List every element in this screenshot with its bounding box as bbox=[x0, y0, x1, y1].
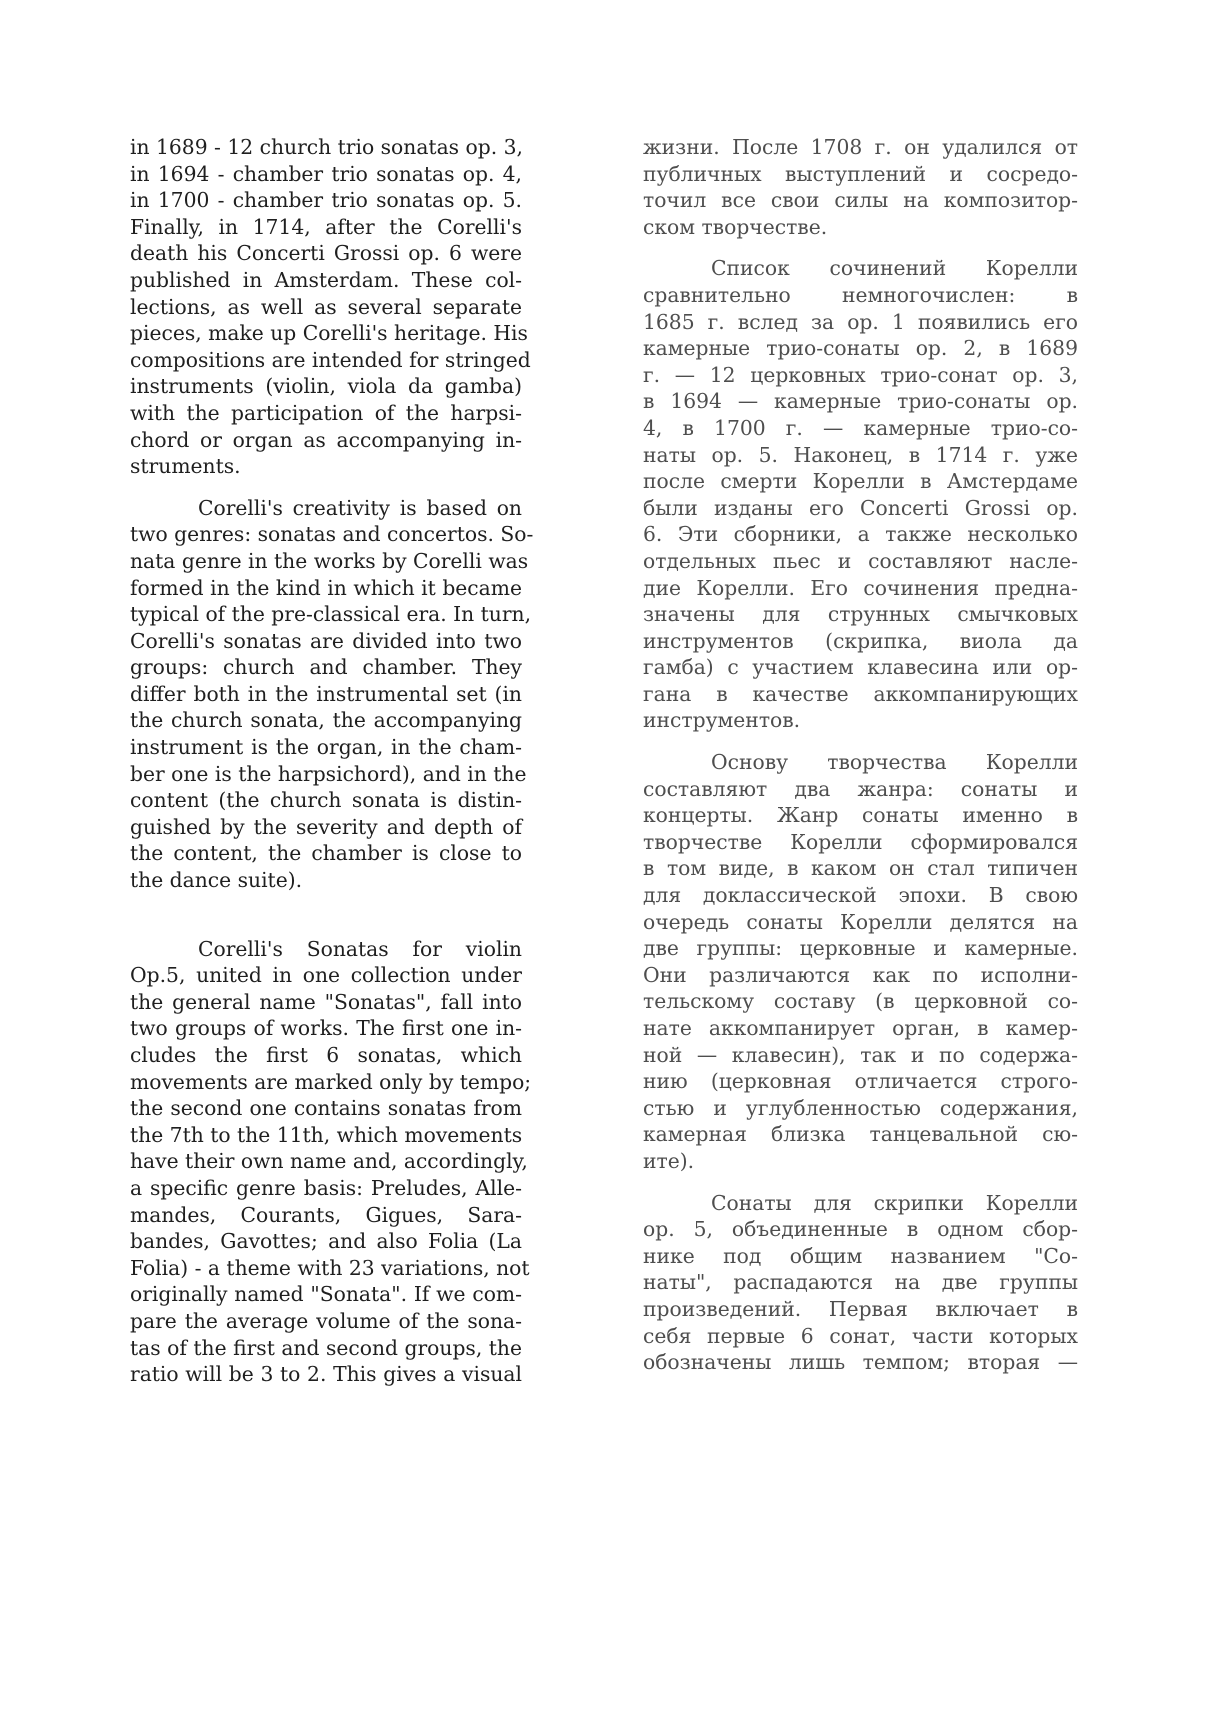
text-line: a specific genre basis: Preludes, Alle- bbox=[130, 1175, 522, 1200]
paragraph bbox=[643, 1190, 1078, 1376]
text-line: гана в качестве аккомпанирующих bbox=[643, 681, 1078, 706]
text-line: значены для струнных смычковых bbox=[643, 602, 1078, 627]
text-line: Corelli's creativity is based on bbox=[198, 495, 522, 520]
text-line: ском творчестве. bbox=[643, 214, 828, 239]
text-line: chord or organ as accompanying in- bbox=[130, 427, 522, 452]
paragraph-spacer bbox=[643, 240, 1078, 255]
text-line: ной — клавесин), так и по содержа- bbox=[643, 1042, 1078, 1067]
text-line: two genres: sonatas and concertos. So- bbox=[130, 522, 534, 547]
text-line: 1685 г. вслед за ор. 1 появились его bbox=[643, 309, 1078, 334]
text-line: камерная близка танцевальной сю- bbox=[643, 1122, 1078, 1147]
english-text-column bbox=[130, 134, 534, 1388]
text-line: differ both in the instrumental set (in bbox=[130, 681, 522, 706]
text-line: the dance suite). bbox=[130, 868, 303, 893]
text-line: произведений. Первая включает в bbox=[643, 1296, 1078, 1321]
text-line: две группы: церковные и камерные. bbox=[643, 936, 1078, 961]
text-line: обозначены лишь темпом; вторая — bbox=[643, 1350, 1078, 1375]
text-line: pieces, make up Corelli's heritage. His bbox=[130, 321, 528, 346]
text-line: ratio will be 3 to 2. This gives a visual bbox=[130, 1362, 522, 1387]
text-line: in 1700 - chamber trio sonatas op. 5. bbox=[130, 188, 522, 213]
text-line: концерты. Жанр сонаты именно в bbox=[643, 803, 1078, 828]
text-line: 4, в 1700 г. — камерные трио-со- bbox=[643, 415, 1078, 440]
text-line: ор. 5, объединенные в одном сбор- bbox=[643, 1217, 1078, 1242]
paragraph bbox=[130, 134, 531, 480]
paragraph bbox=[643, 134, 1078, 240]
text-line: with the participation of the harpsi- bbox=[130, 400, 522, 425]
text-line: instruments (violin, viola da gamba) bbox=[130, 374, 522, 399]
text-line: Они различаются как по исполни- bbox=[643, 962, 1078, 987]
text-line: Список сочинений Корелли bbox=[711, 256, 1078, 281]
russian-text-column bbox=[643, 134, 1078, 1376]
paragraph-spacer bbox=[643, 734, 1078, 749]
text-line: Corelli's sonatas are divided into two bbox=[130, 628, 522, 653]
text-line: точил все свои силы на композитор- bbox=[643, 188, 1078, 213]
text-line: guished by the severity and depth of bbox=[130, 814, 522, 839]
paragraph-spacer bbox=[130, 480, 522, 495]
text-line: bandes, Gavottes; and also Folia (La bbox=[130, 1229, 522, 1254]
text-line: 6. Эти сборники, а также несколько bbox=[643, 522, 1078, 547]
text-line: the church sonata, the accompanying bbox=[130, 708, 522, 733]
text-line: очередь сонаты Корелли делятся на bbox=[643, 909, 1078, 934]
text-line: ber one is the harpsichord), and in the bbox=[130, 761, 527, 786]
text-line: нию (церковная отличается строго- bbox=[643, 1069, 1078, 1094]
paragraph bbox=[643, 255, 1078, 734]
text-line: struments. bbox=[130, 454, 241, 479]
text-line: movements are marked only by tempo; bbox=[130, 1069, 532, 1094]
text-line: наты ор. 5. Наконец, в 1714 г. уже bbox=[643, 442, 1078, 467]
text-line: Folia) - a theme with 23 variations, not bbox=[130, 1255, 530, 1280]
text-line: Corelli's Sonatas for violin bbox=[198, 936, 522, 961]
text-line: the content, the chamber is close to bbox=[130, 841, 522, 866]
text-line: Сонаты для скрипки Корелли bbox=[711, 1190, 1078, 1215]
text-line: гамба) с участием клавесина или ор- bbox=[643, 655, 1078, 680]
text-line: the general name "Sonatas", fall into bbox=[130, 989, 522, 1014]
text-line: Op.5, united in one collection under bbox=[130, 963, 522, 988]
text-line: published in Amsterdam. These col- bbox=[130, 267, 522, 292]
text-line: groups: church and chamber. They bbox=[130, 655, 522, 680]
text-line: тельскому составу (в церковной со- bbox=[643, 989, 1078, 1014]
text-line: the second one contains sonatas from bbox=[130, 1096, 522, 1121]
text-line: typical of the pre-classical era. In turn, bbox=[130, 602, 532, 627]
text-line: были изданы его Concerti Grossi ор. bbox=[643, 495, 1078, 520]
text-line: pare the average volume of the sona- bbox=[130, 1308, 522, 1333]
text-line: творчестве Корелли сформировался bbox=[643, 829, 1078, 854]
text-line: наты", распадаются на две группы bbox=[643, 1270, 1078, 1295]
text-line: стью и углубленностью содержания, bbox=[643, 1095, 1078, 1120]
text-line: в том виде, в каком он стал типичен bbox=[643, 856, 1078, 881]
text-line: для доклассической эпохи. В свою bbox=[643, 883, 1078, 908]
text-line: инструментов (скрипка, виола да bbox=[643, 628, 1078, 653]
paragraph-spacer bbox=[643, 1175, 1078, 1190]
text-line: Основу творчества Корелли bbox=[711, 750, 1078, 775]
paragraph bbox=[130, 936, 532, 1388]
text-line: публичных выступлений и сосредо- bbox=[643, 161, 1078, 186]
paragraph bbox=[130, 495, 534, 894]
text-line: себя первые 6 сонат, части которых bbox=[643, 1323, 1078, 1348]
text-line: compositions are intended for stringed bbox=[130, 347, 531, 372]
text-line: two groups of works. The first one in- bbox=[130, 1016, 522, 1041]
text-line: в 1694 — камерные трио-сонаты ор. bbox=[643, 389, 1078, 414]
text-line: нате аккомпанирует орган, в камер- bbox=[643, 1016, 1078, 1040]
text-line: tas of the first and second groups, the bbox=[130, 1335, 522, 1360]
text-line: content (the church sonata is distin- bbox=[130, 788, 522, 813]
text-line: death his Concerti Grossi op. 6 were bbox=[130, 241, 522, 266]
text-line: инструментов. bbox=[643, 708, 801, 733]
text-line: in 1694 - chamber trio sonatas op. 4, bbox=[130, 161, 522, 186]
paragraph-spacer bbox=[130, 894, 522, 936]
text-line: после смерти Корелли в Амстердаме bbox=[643, 469, 1078, 494]
text-line: нике под общим названием "Со- bbox=[643, 1243, 1078, 1268]
text-line: камерные трио-сонаты ор. 2, в 1689 bbox=[643, 336, 1078, 361]
text-line: have their own name and, accordingly, bbox=[130, 1149, 528, 1174]
text-line: г. — 12 церковных трио-сонат ор. 3, bbox=[643, 362, 1078, 387]
text-line: отдельных пьес и составляют насле- bbox=[643, 548, 1078, 573]
text-line: originally named "Sonata". If we com- bbox=[130, 1282, 522, 1307]
text-line: жизни. После 1708 г. он удалился от bbox=[643, 135, 1078, 159]
text-line: составляют два жанра: сонаты и bbox=[643, 776, 1078, 801]
text-line: Finally, in 1714, after the Corelli's bbox=[130, 214, 522, 239]
text-line: the 7th to the 11th, which movements bbox=[130, 1122, 523, 1147]
text-line: ите). bbox=[643, 1148, 695, 1173]
text-line: дие Корелли. Его сочинения предна- bbox=[643, 575, 1078, 600]
text-line: formed in the kind in which it became bbox=[130, 575, 522, 600]
text-line: lections, as well as several separate bbox=[130, 294, 522, 319]
text-line: instrument is the organ, in the cham- bbox=[130, 735, 522, 760]
text-line: mandes, Courants, Gigues, Sara- bbox=[130, 1202, 522, 1227]
text-line: nata genre in the works by Corelli was bbox=[130, 548, 529, 573]
text-line: in 1689 - 12 church trio sonatas op. 3, bbox=[130, 135, 523, 159]
paragraph bbox=[643, 749, 1078, 1175]
text-line: cludes the first 6 sonatas, which bbox=[130, 1043, 522, 1067]
text-line: сравнительно немногочислен: в bbox=[643, 282, 1078, 307]
